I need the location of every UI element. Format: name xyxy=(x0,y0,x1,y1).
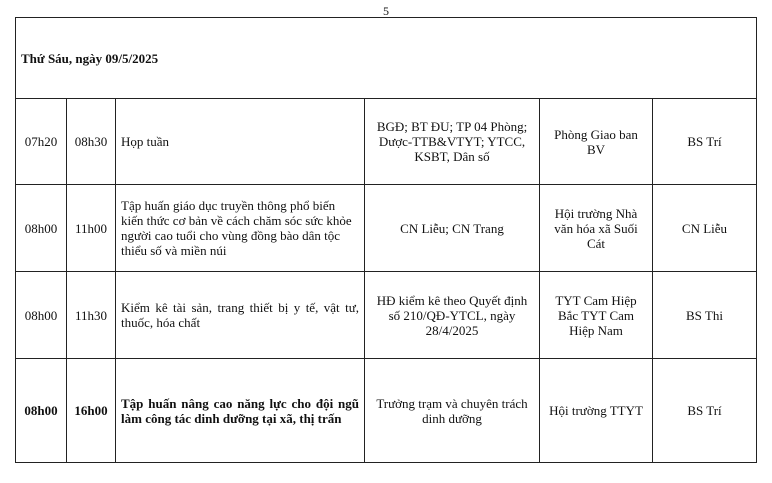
host-cell: BS Trí xyxy=(653,99,757,185)
page-number: 5 xyxy=(383,4,389,18)
start-time-cell: 08h00 xyxy=(16,272,67,359)
table-row xyxy=(16,185,757,272)
start-time-cell: 08h00 xyxy=(16,359,67,463)
day-header: Thứ Sáu, ngày 09/5/2025 xyxy=(16,18,757,99)
schedule-table xyxy=(15,17,757,463)
participants-cell: CN Liễu; CN Trang xyxy=(365,185,540,272)
location-cell: Hội trường Nhà văn hóa xã Suối Cát xyxy=(540,185,653,272)
participants-cell: BGĐ; BT ĐU; TP 04 Phòng; Dược-TTB&VTYT; YTCC, KSBT, Dân số xyxy=(365,99,540,185)
day-header-row xyxy=(16,18,757,99)
location-cell: Phòng Giao ban BV xyxy=(540,99,653,185)
table-row xyxy=(16,272,757,359)
content-cell: Họp tuần xyxy=(116,99,365,185)
table-row xyxy=(16,99,757,185)
content-cell: Tập huấn nâng cao năng lực cho đội ngũ làm công tác dinh dưỡng tại xã, thị trấn xyxy=(116,359,365,463)
start-time-cell: 08h00 xyxy=(16,185,67,272)
content-cell: Tập huấn giáo dục truyền thông phổ biến kiến thức cơ bản về cách chăm sóc sức khỏe người cao tuổi cho vùng đồng bào dân tộc thiểu số và miền núi xyxy=(116,185,365,272)
location-cell: TYT Cam Hiệp Bắc TYT Cam Hiệp Nam xyxy=(540,272,653,359)
host-cell: BS Trí xyxy=(653,359,757,463)
start-time-cell: 07h20 xyxy=(16,99,67,185)
participants-cell: Trưởng trạm và chuyên trách dinh dưỡng xyxy=(365,359,540,463)
end-time-cell: 11h00 xyxy=(67,185,116,272)
end-time-cell: 16h00 xyxy=(67,359,116,463)
table-row xyxy=(16,359,757,463)
host-cell: CN Liễu xyxy=(653,185,757,272)
participants-cell: HĐ kiểm kê theo Quyết định số 210/QĐ-YTCL, ngày 28/4/2025 xyxy=(365,272,540,359)
end-time-cell: 08h30 xyxy=(67,99,116,185)
end-time-cell: 11h30 xyxy=(67,272,116,359)
content-cell: Kiểm kê tài sản, trang thiết bị y tế, vật tư, thuốc, hóa chất xyxy=(116,272,365,359)
location-cell: Hội trường TTYT xyxy=(540,359,653,463)
host-cell: BS Thi xyxy=(653,272,757,359)
